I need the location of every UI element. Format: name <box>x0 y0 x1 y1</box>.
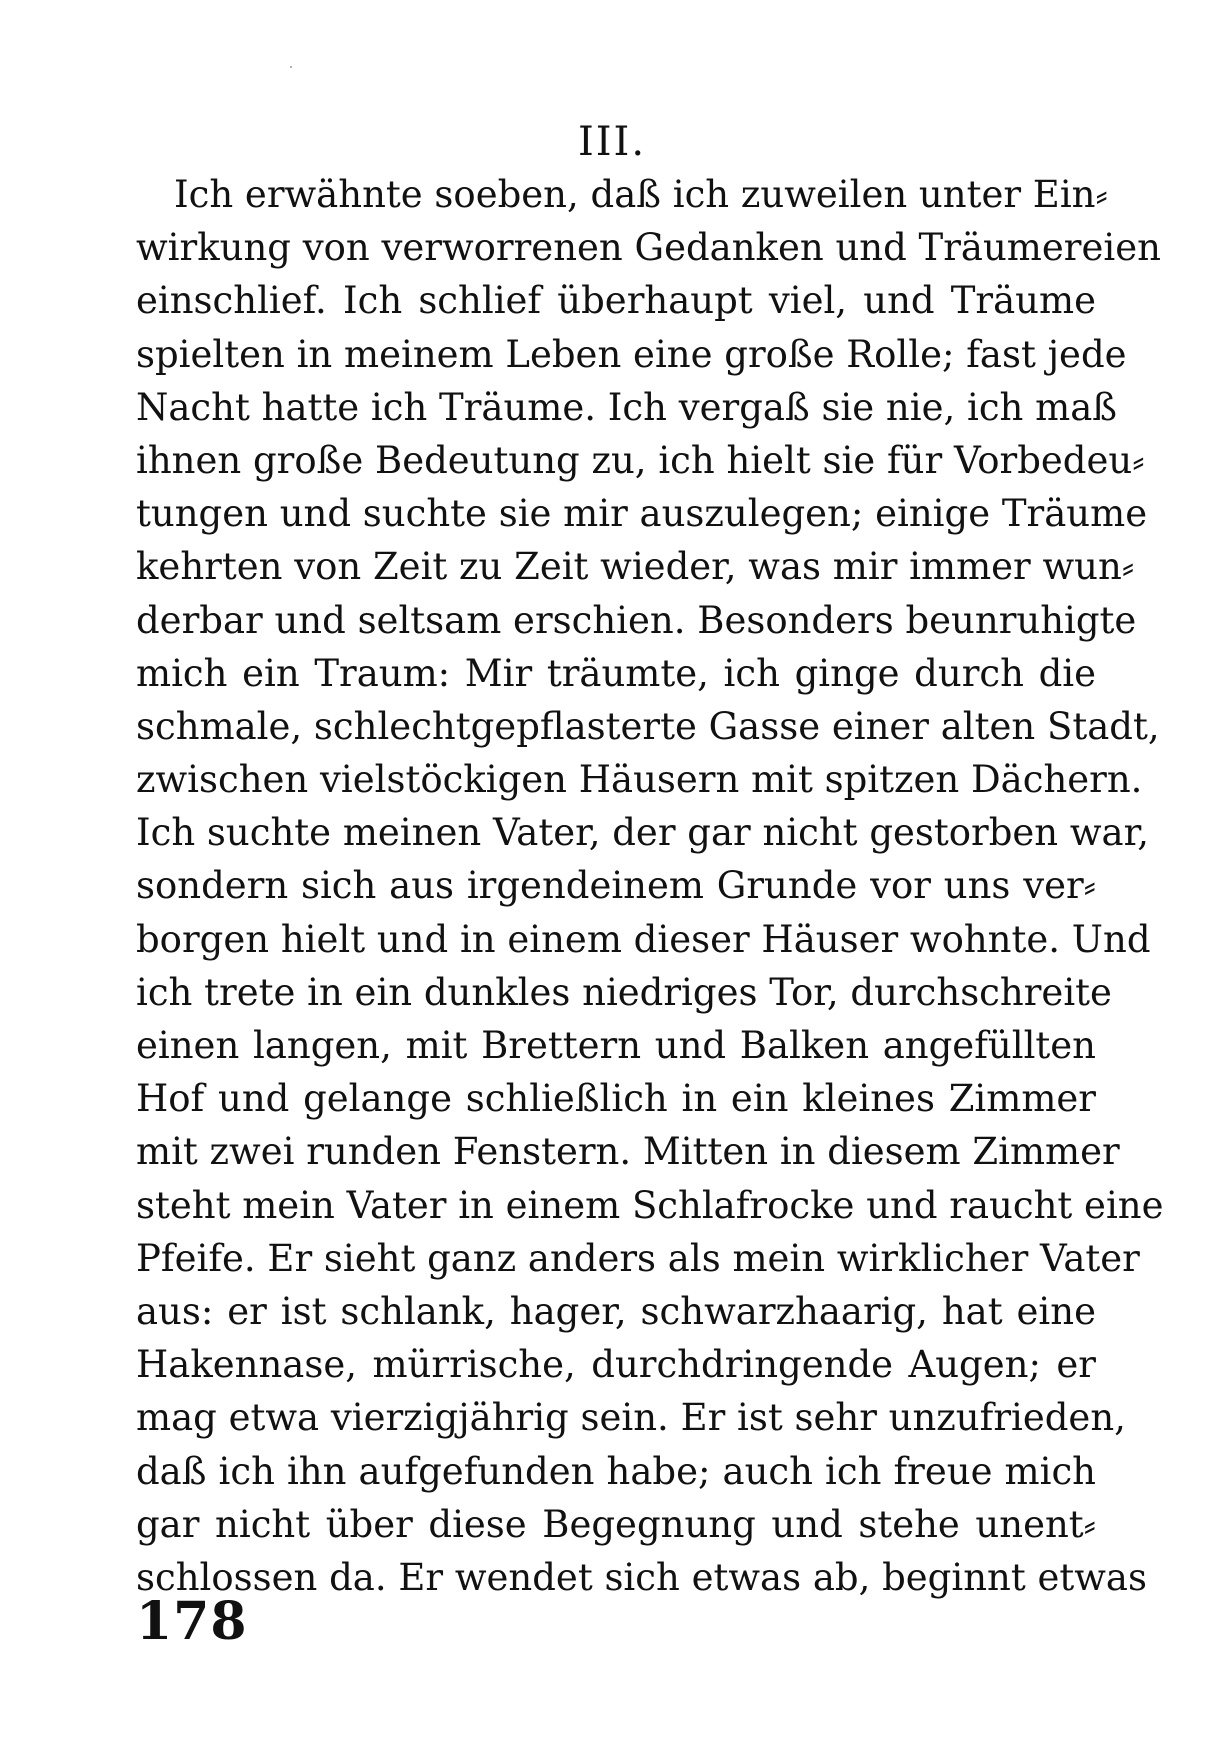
text-line: aus: er ist schlank, hager, schwarzhaarig, hat eine <box>136 1289 1096 1333</box>
text-line: mit zwei runden Fenstern. Mitten in diesem Zimmer <box>136 1130 1120 1174</box>
text-line: borgen hielt und in einem dieser Häuser wohnte. Und <box>136 917 1151 961</box>
text-line: zwischen vielstöckigen Häusern mit spitzen Dächern. <box>136 758 1143 802</box>
text-line: steht mein Vater in einem Schlafrocke und raucht eine <box>136 1183 1164 1227</box>
text-line: Ich suchte meinen Vater, der gar nicht gestorben war, <box>136 811 1150 855</box>
paper-speck <box>290 66 292 68</box>
text-line: einschlief. Ich schlief überhaupt viel, und Träume <box>136 279 1096 323</box>
body-text <box>136 168 1164 1604</box>
text-line: ich trete in ein dunkles niedriges Tor, durchschreite <box>136 970 1112 1014</box>
text-line: Hakennase, mürrische, durchdringende Augen; er <box>136 1343 1096 1387</box>
text-line: Pfeife. Er sieht ganz anders als mein wirklicher Vater <box>136 1236 1140 1280</box>
text-line: einen langen, mit Brettern und Balken angefüllten <box>136 1024 1096 1067</box>
text-line: gar nicht über diese Begegnung und stehe unent⸗ <box>136 1502 1096 1546</box>
text-line: tungen und suchte sie mir auszulegen; einige Träume <box>136 492 1148 536</box>
text-line: mich ein Traum: Mir träumte, ich ginge durch die <box>136 651 1096 695</box>
text-line: mag etwa vierzigjährig sein. Er ist sehr unzufrieden, <box>136 1396 1126 1440</box>
page-number: 178 <box>136 1591 248 1652</box>
text-line: wirkung von verworrenen Gedanken und Träumereien <box>136 226 1161 270</box>
text-line: derbar und seltsam erschien. Besonders beunruhigte <box>136 598 1137 642</box>
text-line: Nacht hatte ich Träume. Ich vergaß sie nie, ich maß <box>136 385 1118 429</box>
text-line: Ich erwähnte soeben, daß ich zuweilen unter Ein⸗ <box>174 173 1108 216</box>
chapter-heading: III. <box>577 119 647 165</box>
text-line: daß ich ihn aufgefunden habe; auch ich freue mich <box>136 1449 1096 1493</box>
text-line: schlossen da. Er wendet sich etwas ab, beginnt etwas <box>136 1555 1147 1599</box>
text-line: Hof und gelange schließlich in ein kleines Zimmer <box>136 1077 1096 1121</box>
text-line: sondern sich aus irgendeinem Grunde vor uns ver⸗ <box>136 864 1096 908</box>
text-line: ihnen große Bedeutung zu, ich hielt sie für Vorbedeu⸗ <box>136 438 1145 482</box>
text-line: kehrten von Zeit zu Zeit wieder, was mir immer wun⸗ <box>136 545 1135 589</box>
text-line: spielten in meinem Leben eine große Rolle; fast jede <box>136 332 1127 376</box>
text-line: schmale, schlechtgepflasterte Gasse einer alten Stadt, <box>136 704 1160 748</box>
